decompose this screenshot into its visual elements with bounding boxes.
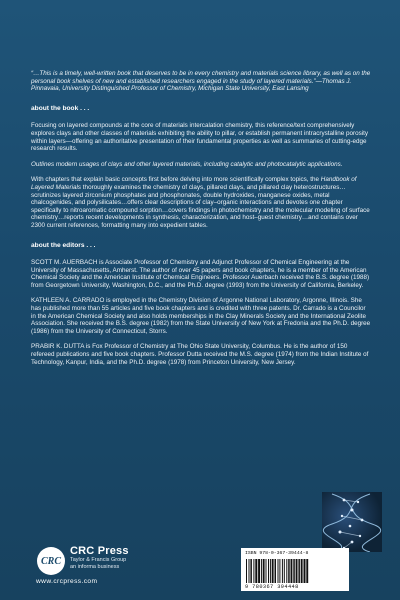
paragraph-3-intro: With chapters that explain basic concepts first before delving into more scientifically complex topics, the: [31, 176, 321, 184]
isbn-barcode: [241, 548, 349, 591]
about-book-paragraph-3: [31, 176, 371, 229]
about-book-heading: about the book . . .: [31, 104, 90, 112]
back-cover-text: [31, 70, 371, 374]
editor-bio-dutta: PRABIR K. DUTTA is Fox Professor of Chemistry at The Ohio State University, Columbus. He is the author of 150 refereed publications and five book chapters. Professor Dutta received the M.S. degree (1974) from the Indian Institute of Technology, Kanpur, India, and the Ph.D. degree (1978) from Princeton University, New Jersey.: [31, 343, 369, 366]
about-editors-heading: about the editors . . .: [31, 241, 96, 249]
endorsement-quote: “…This is a timely, well-written book that deserves to be in every chemistry and materials science library, as well as on the personal book shelves of new and established researchers engaged in the study of layered materials.”—Thomas J. Pinnavaia, University Distinguished Professor of Chemistry, Michigan State University, East Lansing: [31, 70, 371, 93]
dna-helix-image: [322, 492, 382, 552]
publisher-group: Taylor & Francis Group: [70, 557, 127, 563]
publisher-url[interactable]: www.crcpress.com: [36, 578, 98, 585]
crc-press-logo: [37, 547, 65, 575]
editor-bio-auerbach: SCOTT M. AUERBACH is Associate Professor of Chemistry and Adjunct Professor of Chemical Engineering at the University of Massachusetts, Amherst. The author of over 45 papers and book chapters, he is a member of the American Chemical Society and the American Institute of Chemical Engineers. Professor Auerbach received the B.S. degree (1988) from Georgetown University, Washington, D.C., and the Ph.D. degree (1993) from the University of California, Berkeley.: [31, 259, 370, 289]
book-title-italic: Handbook of Layered Materials: [31, 176, 357, 191]
barcode-bars: [245, 559, 345, 583]
about-book-paragraph-2: Outlines modern usages of clays and other layered materials, including catalytic and photocatalytic applications.: [31, 160, 343, 168]
logo-text: CRC: [40, 555, 61, 567]
publisher-name: CRC Press: [70, 545, 129, 557]
publisher-block: [70, 545, 129, 570]
paragraph-3-body: thoroughly examines the chemistry of clays, pillared clays, and pillared clay heterostructures…scrutinizes layered zirconium phosphates and phosphonates, double hydroxides, manganese oxides, metal chalcogenides, and polysilicates…offers clear descriptions of clay–organic interactions and devotes one chapter specifically to nitroaromatic compound sorption…covers findings in photochemistry and the molecular modeling of surface chemistry…reports recent developments in synthesis, characterization, and host–guest chemistry…and contains over 2300 current references, formatting many into expedient tables.: [31, 183, 370, 229]
barcode-digits: 9 780367 394448: [245, 584, 299, 590]
editor-bio-carrado: KATHLEEN A. CARRADO is employed in the Chemistry Division of Argonne National Laboratory, Argonne, Illinois. She has published more than 55 articles and five book chapters and is credited with three patents. Dr. Carrado is a Councilor in the American Chemical Society and also holds memberships in the Clay Minerals Society and the International Zeolite Association. She received the B.S. degree (1982) from the State University of New York at Fredonia and the Ph.D. degree (1986) from the University of Connecticut, Storrs.: [31, 297, 371, 335]
about-book-paragraph-1: Focusing on layered compounds at the core of materials intercalation chemistry, this reference/text comprehensively explores clays and other classes of materials exhibiting the ability to pillar, or establish permanent intracrystalline porosity within layers—offering an authoritative presentation of their fundamental properties as well as summaries of cutting-edge research results.: [31, 122, 369, 153]
isbn-number: ISBN 978-0-367-39444-8: [245, 551, 309, 556]
publisher-business: an informa business: [70, 563, 120, 570]
